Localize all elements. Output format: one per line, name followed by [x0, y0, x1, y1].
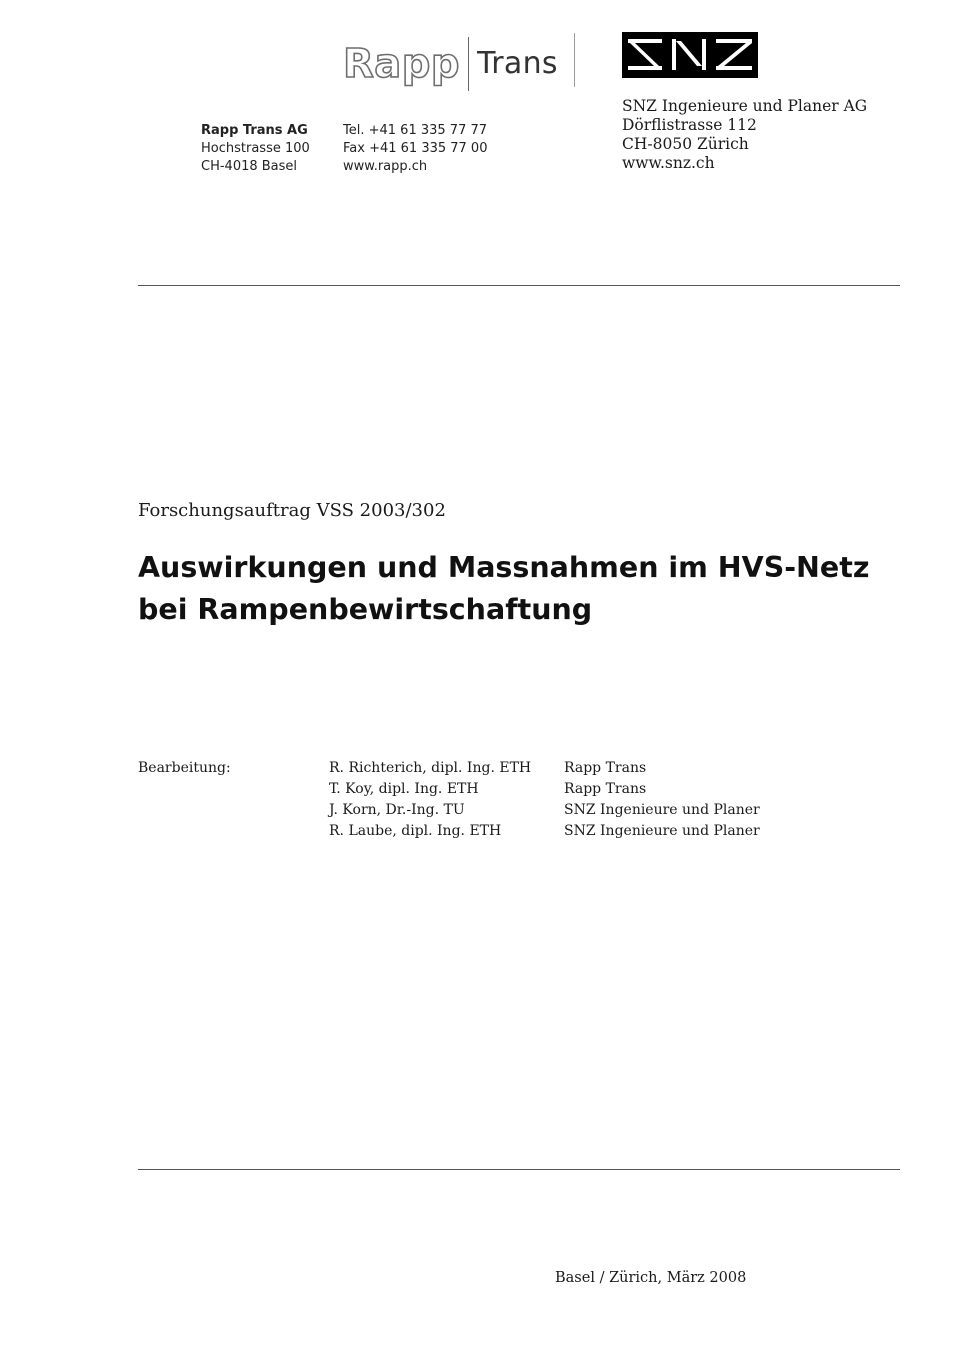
bottom-divider — [138, 1169, 900, 1170]
rapp-web: www.rapp.ch — [343, 159, 428, 174]
rapp-logo-brand: Rapp — [343, 41, 461, 87]
author-name: T. Koy, dipl. Ing. ETH — [329, 781, 479, 797]
snz-city: CH-8050 Zürich — [622, 135, 749, 153]
authors-label: Bearbeitung: — [138, 760, 231, 776]
snz-address — [622, 97, 867, 173]
snz-company-name: SNZ Ingenieure und Planer AG — [622, 97, 868, 115]
author-name: R. Richterich, dipl. Ing. ETH — [329, 760, 532, 776]
rapp-company-name: Rapp Trans AG — [201, 123, 308, 138]
top-divider — [138, 285, 900, 286]
author-name: R. Laube, dipl. Ing. ETH — [329, 823, 502, 839]
rapp-tel: Tel. +41 61 335 77 77 — [343, 123, 488, 138]
rapp-trans-logo — [343, 38, 558, 90]
author-company: SNZ Ingenieure und Planer — [564, 823, 760, 839]
snz-street: Dörflistrasse 112 — [622, 116, 757, 134]
author-name: J. Korn, Dr.-Ing. TU — [329, 802, 465, 818]
author-company: Rapp Trans — [564, 760, 647, 776]
snz-web: www.snz.ch — [622, 154, 715, 172]
rapp-street: Hochstrasse 100 — [201, 141, 310, 156]
rapp-fax: Fax +41 61 335 77 00 — [343, 141, 488, 156]
rapp-logo-product: Trans — [477, 46, 558, 81]
logo-divider — [468, 37, 469, 91]
document-subtitle: Forschungsauftrag VSS 2003/302 — [138, 500, 446, 521]
snz-logo — [622, 32, 758, 78]
snz-logo-graphic — [622, 32, 758, 78]
rapp-address — [201, 122, 310, 176]
title-line-1: Auswirkungen und Massnahmen im HVS-Netz — [138, 551, 870, 584]
logo-separator — [574, 33, 575, 87]
rapp-city: CH-4018 Basel — [201, 159, 298, 174]
document-title — [138, 547, 928, 631]
place-date: Basel / Zürich, März 2008 — [555, 1270, 747, 1286]
author-company: SNZ Ingenieure und Planer — [564, 802, 760, 818]
title-line-2: bei Rampenbewirtschaftung — [138, 593, 593, 626]
rapp-contact — [343, 122, 487, 176]
author-company: Rapp Trans — [564, 781, 647, 797]
